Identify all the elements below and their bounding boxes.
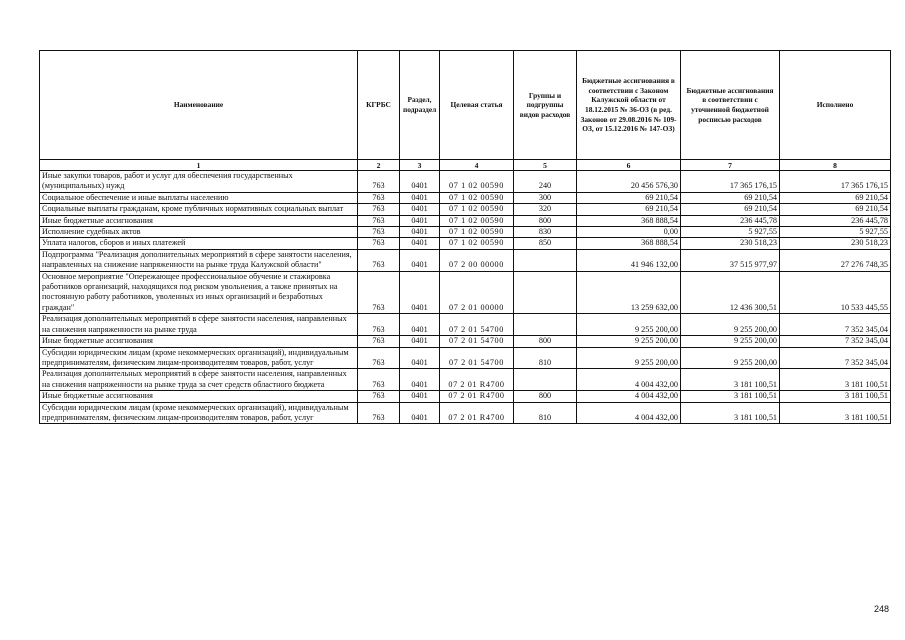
row-expense-group: 240 <box>514 171 577 193</box>
row-kgrbs: 763 <box>358 314 400 336</box>
row-executed-amount: 69 210,54 <box>780 204 891 215</box>
row-kgrbs: 763 <box>358 271 400 314</box>
row-law-amount: 368 888,54 <box>577 238 681 249</box>
table-row <box>40 227 891 238</box>
row-executed-amount: 236 445,78 <box>780 215 891 226</box>
header-refined: Бюджетные ассигнования в соответствии с уточненной бюджетной росписью расходов <box>681 51 780 160</box>
row-section: 0401 <box>400 215 440 226</box>
page-number: 248 <box>874 604 890 614</box>
table-row <box>40 336 891 347</box>
row-target-article: 07 1 02 00590 <box>440 192 514 203</box>
row-kgrbs: 763 <box>358 402 400 424</box>
row-target-article: 07 1 02 00590 <box>440 171 514 193</box>
row-expense-group: 830 <box>514 227 577 238</box>
row-law-amount: 4 004 432,00 <box>577 369 681 391</box>
row-section: 0401 <box>400 402 440 424</box>
row-name: Иные закупки товаров, работ и услуг для обеспечения государственных (муниципальных) нужд <box>40 171 358 193</box>
row-name: Иные бюджетные ассигнования <box>40 215 358 226</box>
row-law-amount: 69 210,54 <box>577 192 681 203</box>
row-kgrbs: 763 <box>358 192 400 203</box>
row-kgrbs: 763 <box>358 391 400 402</box>
column-number: 7 <box>681 160 780 171</box>
row-expense-group: 810 <box>514 347 577 369</box>
row-law-amount: 9 255 200,00 <box>577 336 681 347</box>
row-expense-group <box>514 249 577 271</box>
row-law-amount: 41 946 132,00 <box>577 249 681 271</box>
table-row <box>40 369 891 391</box>
header-section: Раздел, подраздел <box>400 51 440 160</box>
row-target-article: 07 2 01 00000 <box>440 271 514 314</box>
row-target-article: 07 2 01 54700 <box>440 314 514 336</box>
row-executed-amount: 7 352 345,04 <box>780 314 891 336</box>
row-target-article: 07 2 00 00000 <box>440 249 514 271</box>
row-expense-group: 850 <box>514 238 577 249</box>
row-executed-amount: 10 533 445,55 <box>780 271 891 314</box>
row-law-amount: 9 255 200,00 <box>577 314 681 336</box>
row-name: Уплата налогов, сборов и иных платежей <box>40 238 358 249</box>
row-target-article: 07 2 01 R4700 <box>440 391 514 402</box>
row-section: 0401 <box>400 171 440 193</box>
header-row <box>40 51 891 160</box>
row-section: 0401 <box>400 336 440 347</box>
table-row <box>40 215 891 226</box>
table-row <box>40 192 891 203</box>
row-expense-group <box>514 271 577 314</box>
table-row <box>40 271 891 314</box>
row-section: 0401 <box>400 391 440 402</box>
row-refined-amount: 3 181 100,51 <box>681 369 780 391</box>
row-target-article: 07 1 02 00590 <box>440 238 514 249</box>
row-expense-group: 810 <box>514 402 577 424</box>
row-expense-group <box>514 369 577 391</box>
row-executed-amount: 3 181 100,51 <box>780 402 891 424</box>
header-law: Бюджетные ассигнования в соответствии с Законом Калужской области от 18.12.2015 № 36-ОЗ (в ред. Законов от 29.08.2016 № 109-ОЗ, от 15.12.2016 № 147-ОЗ) <box>577 51 681 160</box>
row-name: Субсидии юридическим лицам (кроме некоммерческих организаций), индивидуальным предпринимателям, физическим лицам-производителям товаров, работ, услуг <box>40 402 358 424</box>
row-section: 0401 <box>400 227 440 238</box>
row-law-amount: 20 456 576,30 <box>577 171 681 193</box>
row-expense-group: 800 <box>514 336 577 347</box>
row-kgrbs: 763 <box>358 227 400 238</box>
row-law-amount: 4 004 432,00 <box>577 391 681 402</box>
row-executed-amount: 17 365 176,15 <box>780 171 891 193</box>
table-row <box>40 347 891 369</box>
row-target-article: 07 2 01 R4700 <box>440 369 514 391</box>
row-expense-group: 300 <box>514 192 577 203</box>
row-kgrbs: 763 <box>358 204 400 215</box>
table-row <box>40 402 891 424</box>
row-name: Реализация дополнительных мероприятий в сфере занятости населения, направленных на снижения напряженности на рынке труда за счет средств областного бюджета <box>40 369 358 391</box>
row-refined-amount: 3 181 100,51 <box>681 402 780 424</box>
row-executed-amount: 3 181 100,51 <box>780 391 891 402</box>
row-kgrbs: 763 <box>358 238 400 249</box>
row-expense-group <box>514 314 577 336</box>
row-executed-amount: 5 927,55 <box>780 227 891 238</box>
row-section: 0401 <box>400 192 440 203</box>
row-target-article: 07 2 01 54700 <box>440 336 514 347</box>
table-row <box>40 171 891 193</box>
row-name: Исполнение судебных актов <box>40 227 358 238</box>
row-law-amount: 4 004 432,00 <box>577 402 681 424</box>
row-law-amount: 69 210,54 <box>577 204 681 215</box>
row-name: Социальные выплаты гражданам, кроме публичных нормативных социальных выплат <box>40 204 358 215</box>
row-executed-amount: 230 518,23 <box>780 238 891 249</box>
row-law-amount: 368 888,54 <box>577 215 681 226</box>
row-law-amount: 0,00 <box>577 227 681 238</box>
row-target-article: 07 2 01 R4700 <box>440 402 514 424</box>
row-kgrbs: 763 <box>358 171 400 193</box>
row-section: 0401 <box>400 347 440 369</box>
row-refined-amount: 5 927,55 <box>681 227 780 238</box>
row-kgrbs: 763 <box>358 249 400 271</box>
row-name: Подпрограмма "Реализация дополнительных мероприятий в сфере занятости населения, направленных на снижение напряженности на рынке труда Калужской области" <box>40 249 358 271</box>
column-number: 6 <box>577 160 681 171</box>
row-expense-group: 800 <box>514 215 577 226</box>
row-kgrbs: 763 <box>358 336 400 347</box>
row-kgrbs: 763 <box>358 369 400 391</box>
row-target-article: 07 2 01 54700 <box>440 347 514 369</box>
row-refined-amount: 12 436 300,51 <box>681 271 780 314</box>
row-executed-amount: 7 352 345,04 <box>780 347 891 369</box>
row-name: Социальное обеспечение и иные выплаты населению <box>40 192 358 203</box>
header-name: Наименование <box>40 51 358 160</box>
row-kgrbs: 763 <box>358 347 400 369</box>
column-number: 8 <box>780 160 891 171</box>
column-number: 3 <box>400 160 440 171</box>
column-number-row <box>40 160 891 171</box>
row-section: 0401 <box>400 238 440 249</box>
row-name: Основное мероприятие "Опережающее профессиональное обучение и стажировка работников организаций, находящихся под риском увольнения, а также принятых на постоянную работу работников, уволенных из иных организаций и безработных граждан" <box>40 271 358 314</box>
header-target: Целевая статья <box>440 51 514 160</box>
row-law-amount: 9 255 200,00 <box>577 347 681 369</box>
row-refined-amount: 69 210,54 <box>681 204 780 215</box>
column-number: 4 <box>440 160 514 171</box>
row-name: Иные бюджетные ассигнования <box>40 391 358 402</box>
row-section: 0401 <box>400 314 440 336</box>
row-section: 0401 <box>400 249 440 271</box>
row-name: Иные бюджетные ассигнования <box>40 336 358 347</box>
column-number: 5 <box>514 160 577 171</box>
row-law-amount: 13 259 632,00 <box>577 271 681 314</box>
row-refined-amount: 3 181 100,51 <box>681 391 780 402</box>
row-executed-amount: 7 352 345,04 <box>780 336 891 347</box>
header-executed: Исполнено <box>780 51 891 160</box>
row-refined-amount: 37 515 977,97 <box>681 249 780 271</box>
row-refined-amount: 230 518,23 <box>681 238 780 249</box>
row-target-article: 07 1 02 00590 <box>440 227 514 238</box>
table-row <box>40 314 891 336</box>
column-number: 1 <box>40 160 358 171</box>
row-executed-amount: 3 181 100,51 <box>780 369 891 391</box>
header-kgrbs: КГРБС <box>358 51 400 160</box>
row-section: 0401 <box>400 271 440 314</box>
row-refined-amount: 9 255 200,00 <box>681 336 780 347</box>
row-executed-amount: 27 276 748,35 <box>780 249 891 271</box>
row-name: Реализация дополнительных мероприятий в сфере занятости населения, направленных на снижения напряженности на рынке труда <box>40 314 358 336</box>
budget-table <box>39 50 891 424</box>
row-name: Субсидии юридическим лицам (кроме некоммерческих организаций), индивидуальным предпринимателям, физическим лицам-производителям товаров, работ, услуг <box>40 347 358 369</box>
table-row <box>40 238 891 249</box>
row-expense-group: 320 <box>514 204 577 215</box>
column-number: 2 <box>358 160 400 171</box>
row-refined-amount: 9 255 200,00 <box>681 314 780 336</box>
row-executed-amount: 69 210,54 <box>780 192 891 203</box>
row-section: 0401 <box>400 204 440 215</box>
row-kgrbs: 763 <box>358 215 400 226</box>
table-row <box>40 204 891 215</box>
table-row <box>40 391 891 402</box>
row-refined-amount: 9 255 200,00 <box>681 347 780 369</box>
row-target-article: 07 1 02 00590 <box>440 204 514 215</box>
row-section: 0401 <box>400 369 440 391</box>
row-refined-amount: 17 365 176,15 <box>681 171 780 193</box>
row-refined-amount: 236 445,78 <box>681 215 780 226</box>
row-target-article: 07 1 02 00590 <box>440 215 514 226</box>
row-refined-amount: 69 210,54 <box>681 192 780 203</box>
header-groups: Группы и подгруппы видов расходов <box>514 51 577 160</box>
table-row <box>40 249 891 271</box>
row-expense-group: 800 <box>514 391 577 402</box>
